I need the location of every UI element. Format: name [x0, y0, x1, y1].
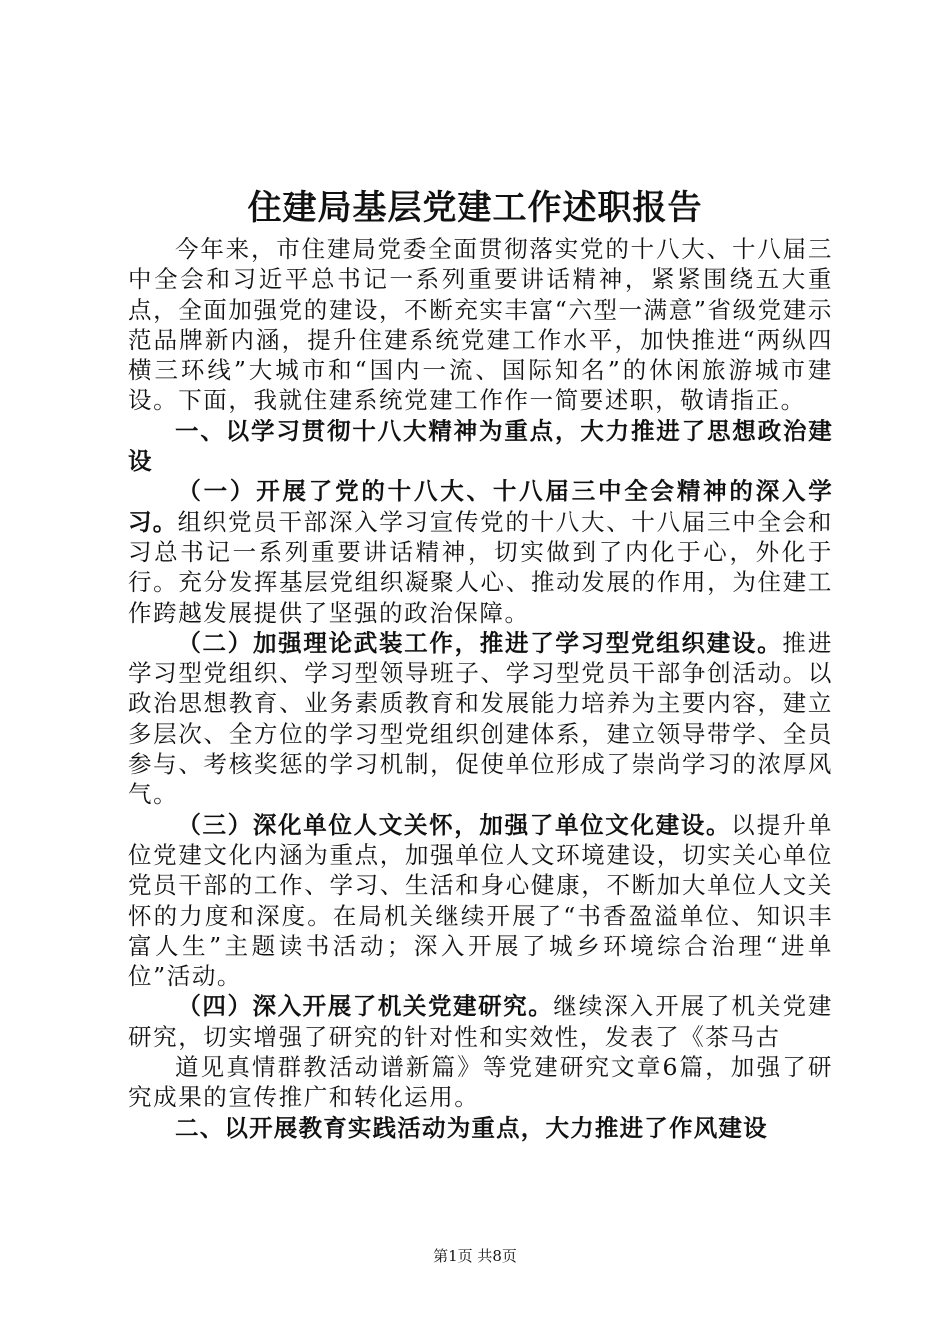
item-1-text: 组织党员干部深入学习宣传党的十八大、十八届三中全会和习总书记一系列重要讲话精神，切实做到了内化于心，外化于行。充分发挥基层党组织凝聚人心、推动发展的作用，为住建工作跨越发展提供了坚强的政治保障。: [128, 507, 833, 627]
item-paragraph-1: [128, 476, 833, 627]
document-title: 住建局基层党建工作述职报告: [247, 188, 703, 228]
page-footer: 第1页 共8页: [433, 1247, 517, 1265]
item-3-text: 以提升单位党建文化内涵为重点，加强单位人文环境建设，切实关心单位党员干部的工作、学习、生活和身心健康，不断加大单位人文关怀的力度和深度。在局机关继续开展了“书香盈溢单位、知识丰富人生”主题读书活动；深入开展了城乡环境综合治理“进单位”活动。: [128, 810, 833, 991]
item-2-heading: （二）加强理论武装工作，推进了学习型党组织建设。: [177, 628, 783, 657]
item-paragraph-2: [128, 628, 833, 810]
item-paragraph-3: [128, 810, 833, 992]
item-paragraph-4: [128, 991, 833, 1052]
item-3-heading: （三）深化单位人文关怀，加强了单位文化建设。: [177, 810, 732, 839]
item-2-text: 推进学习型党组织、学习型领导班子、学习型党员干部争创活动。以政治思想教育、业务素质教育和发展能力培养为主要内容，建立多层次、全方位的学习型党组织创建体系，建立领导带学、全员参与、考核奖惩的学习机制，促使单位形成了崇尚学习的浓厚风气。: [128, 628, 833, 809]
section-heading-2: 二、以开展教育实践活动为重点，大力推进了作风建设: [175, 1113, 768, 1142]
item-4-text-a: 继续深入开展了机关党建研究，切实增强了研究的针对性和实效性，发表了《茶马古: [128, 992, 833, 1051]
item-4-heading: （四）深入开展了机关党建研究。: [177, 992, 554, 1021]
document-body: [128, 234, 833, 1143]
item-paragraph-4-continued: 道见真情群教活动谱新篇》等党建研究文章6篇，加强了研究成果的宣传推广和转化运用。: [128, 1053, 833, 1112]
section-heading-1: 一、以学习贯彻十八大精神为重点，大力推进了思想政治建设: [128, 416, 833, 476]
intro-paragraph: 今年来，市住建局党委全面贯彻落实党的十八大、十八届三中全会和习近平总书记一系列重要讲话精神，紧紧围绕五大重点，全面加强党的建设，不断充实丰富“六型一满意”省级党建示范品牌新内涵，提升住建系统党建工作水平，加快推进“两纵四横三环线”大城市和“国内一流、国际知名”的休闲旅游城市建设。下面，我就住建系统党建工作作一简要述职，敬请指正。: [128, 235, 833, 415]
item-1-heading: （一）开展了党的十八大、十八届三中全会精神的深入学习。: [128, 477, 833, 536]
